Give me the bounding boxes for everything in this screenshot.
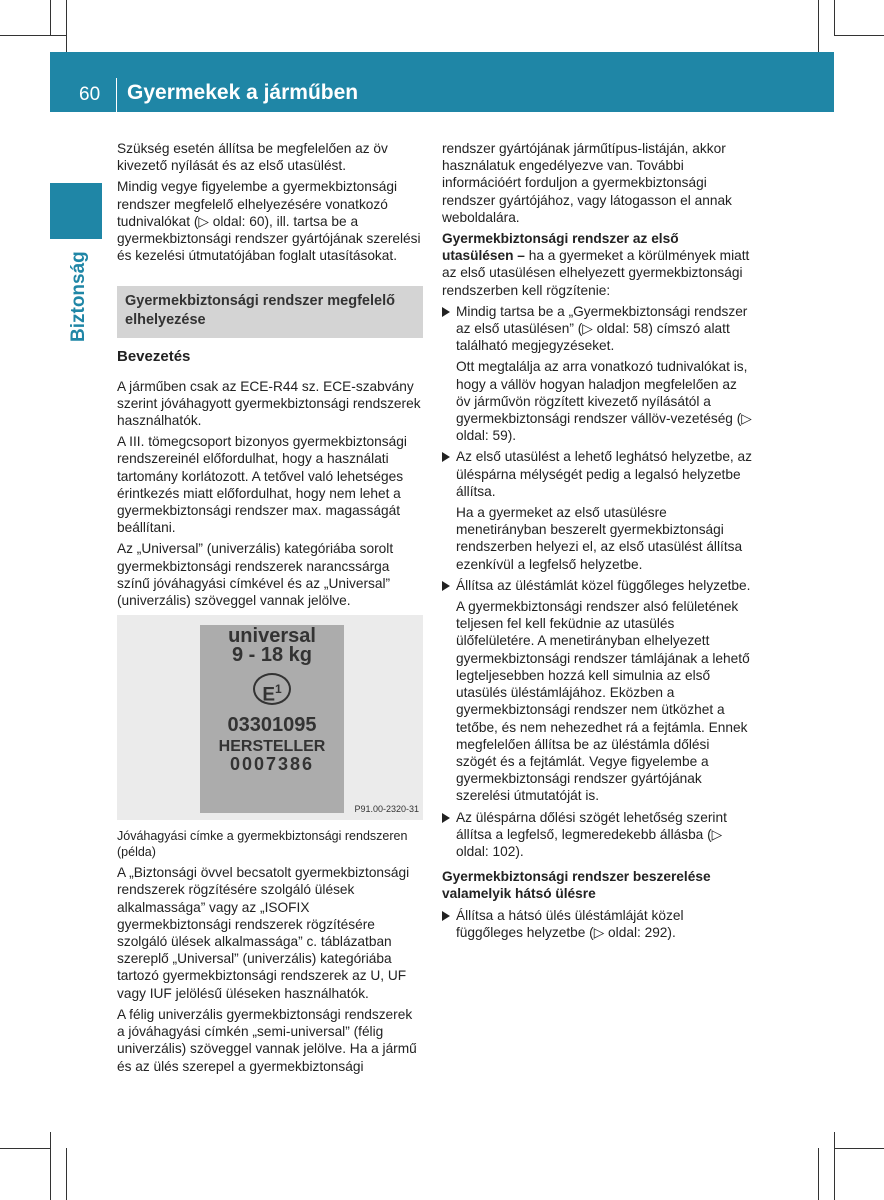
crop-mark xyxy=(66,0,67,52)
left-column xyxy=(117,140,423,1079)
instruction-note: A gyermekbiztonsági rendszer alsó felületének teljesen fel kell feküdnie az utasülés ülőfelületére. A menetirányban elhelyezett gyermekbiztonsági rendszer támlájának a lehető legteljesebben hozzá kell simulnia az első utasülés üléstámlájához. Eközben a gyermekbiztonsági rendszer nem ütközhet a tetőbe, és nem nehezedhet rá a fejtámla. Ennek megfelelően állítsa be az üléstámla dőlési szögét és a fejtámlát. Vegye figyelembe a gyermekbiztonsági rendszer gyártójának szerelési útmutatóját is. xyxy=(456,599,750,804)
instruction-note: Ott megtalálja az arra vonatkozó tudnivalókat is, hogy a vállöv hogyan haladjon megfelelően az öv járművön rögzített kivezető nyílásától a gyermekbiztonsági rendszer vállöv-vezetéség (▷ oldal: 59). xyxy=(456,359,752,444)
crop-mark xyxy=(834,0,835,35)
instruction-item xyxy=(442,577,752,594)
instruction-item xyxy=(442,303,752,355)
crop-mark xyxy=(50,1132,51,1200)
instruction-item xyxy=(442,809,752,861)
bullet-arrow-icon xyxy=(442,452,450,462)
paragraph: A „Biztonsági övvel becsatolt gyermekbiztonsági rendszerek rögzítésére szolgáló ülések alkalmassága” vagy az „ISOFIX gyermekbiztonsági rendszerek rögzítésére szolgáló ülések alkalmassága” c. táblázatban szereplő „Universal” (univerzális) kategóriába tartozó gyermekbiztonsági rendszerek az U, UF vagy IUF jelölésű üléseken használhatók. xyxy=(117,865,410,1001)
side-tab-label: Biztonság xyxy=(68,251,89,342)
instruction-text: Az üléspárna dőlési szögét lehetőség szerint állítsa a legfelső, legmeredekebb állásba (▷ oldal: 102). xyxy=(456,809,727,859)
crop-mark xyxy=(834,1148,884,1149)
approval-label-figure xyxy=(117,615,423,820)
label-manufacturer: HERSTELLER xyxy=(218,737,326,755)
crop-mark xyxy=(50,0,51,35)
crop-mark xyxy=(0,1148,50,1149)
paragraph: A III. tömegcsoport bizonyos gyermekbiztonsági rendszereinél előfordulhat, hogy a használati tartomány korlátozott. A tetővel való lehetséges érintkezés miatt előfordulhat, hogy nem lehet a gyermekbiztonsági rendszer max. magasságát beállítani. xyxy=(117,434,407,536)
instruction-text: Az első utasülést a lehető leghátsó helyzetbe, az üléspárna mélységét pedig a legalsó helyzetbe állítsa. xyxy=(456,449,752,499)
figure-code: P91.00-2320-31 xyxy=(354,804,419,815)
header-divider xyxy=(116,78,117,112)
paragraph: rendszer gyártójának járműtípus-listáján, akkor használatuk engedélyezve van. További információért forduljon a gyermekbiztonsági rendszer gyártójához, vagy látogasson el annak weboldalára. xyxy=(442,141,732,225)
section-heading: Gyermekbiztonsági rendszer megfelelő elhelyezése xyxy=(117,286,423,338)
side-tab-block xyxy=(50,183,102,239)
instruction-text: Állítsa a hátsó ülés üléstámláját közel függőleges helyzetbe (▷ oldal: 292). xyxy=(456,907,684,940)
instruction-item xyxy=(442,907,752,941)
label-weight-range: 9 - 18 kg xyxy=(231,644,313,667)
instruction-item xyxy=(442,448,752,500)
label-category: universal xyxy=(228,625,316,648)
paragraph: Mindig vegye figyelembe a gyermekbiztonsági rendszer megfelelő elhelyezésére vonatkozó tudnivalókat (▷ oldal: 60), ill. tartsa be a gyermekbiztonsági rendszer gyártójának szerelési és kezelési útmutatójában foglalt utasításokat. xyxy=(117,179,421,264)
paragraph xyxy=(442,230,752,299)
page-title: Gyermekek a járműben xyxy=(127,81,359,104)
figure-caption: Jóváhagyási címke a gyermekbiztonsági rendszeren (példa) xyxy=(117,829,408,860)
instruction-text: Mindig tartsa be a „Gyermekbiztonsági rendszer az első utasülésen” (▷ oldal: 58) címszó alatt található megjegyzéseket. xyxy=(456,303,748,354)
crop-mark xyxy=(818,1148,819,1200)
right-column xyxy=(442,140,752,945)
paragraph: Az „Universal” (univerzális) kategóriába sorolt gyermekbiztonsági rendszerek narancssárga színű jóváhagyási címkével és az „Universal” (univerzális) szöveggel vannak jelölve. xyxy=(117,541,394,609)
page-number: 60 xyxy=(79,84,101,105)
subheading: Bevezetés xyxy=(117,348,191,366)
approval-label-plate xyxy=(200,625,344,813)
subheading: Gyermekbiztonsági rendszer beszerelése valamelyik hátsó ülésre xyxy=(442,869,711,902)
inline-heading: Gyermekbiztonsági rendszer az első utasülésen – xyxy=(442,231,679,264)
e-mark-letter: E xyxy=(262,684,275,705)
instruction-note: Ha a gyermeket az első utasülésre menetirányban beszerelt gyermekbiztonsági rendszerben helyezi el, az első utasülést állítsa ezenkívül a legfelső helyzetbe. xyxy=(456,505,743,572)
label-serial: 0007386 xyxy=(229,754,315,775)
crop-mark xyxy=(818,0,819,52)
label-approval-number: 03301095 xyxy=(227,713,317,736)
e-mark-icon xyxy=(253,673,291,705)
instruction-text: Állítsa az üléstámlát közel függőleges helyzetbe. xyxy=(456,577,751,593)
crop-mark xyxy=(834,35,884,36)
paragraph: Szükség esetén állítsa be megfelelően az öv kivezető nyílását és az első utasülést. xyxy=(117,141,388,174)
bullet-arrow-icon xyxy=(442,813,450,823)
crop-mark xyxy=(0,35,66,36)
e-mark-number: 1 xyxy=(275,681,282,696)
inline-text: ha a gyermeket a körülmények miatt az első utasülésen elhelyezett gyermekbiztonsági rendszerben kell rögzítenie: xyxy=(442,248,750,298)
paragraph: A járműben csak az ECE-R44 sz. ECE-szabvány szerint jóváhagyott gyermekbiztonsági rendszerek használhatók. xyxy=(117,378,421,429)
paragraph: A félig univerzális gyermekbiztonsági rendszerek a jóváhagyási címkén „semi-universal” (félig univerzális) szöveggel vannak jelölve. Ha a jármű és az ülés szerepel a gyermekbiztonsági xyxy=(117,1006,417,1074)
bullet-arrow-icon xyxy=(442,307,450,317)
bullet-arrow-icon xyxy=(442,911,450,921)
crop-mark xyxy=(834,1132,835,1200)
bullet-arrow-icon xyxy=(442,581,450,591)
crop-mark xyxy=(66,1148,67,1200)
